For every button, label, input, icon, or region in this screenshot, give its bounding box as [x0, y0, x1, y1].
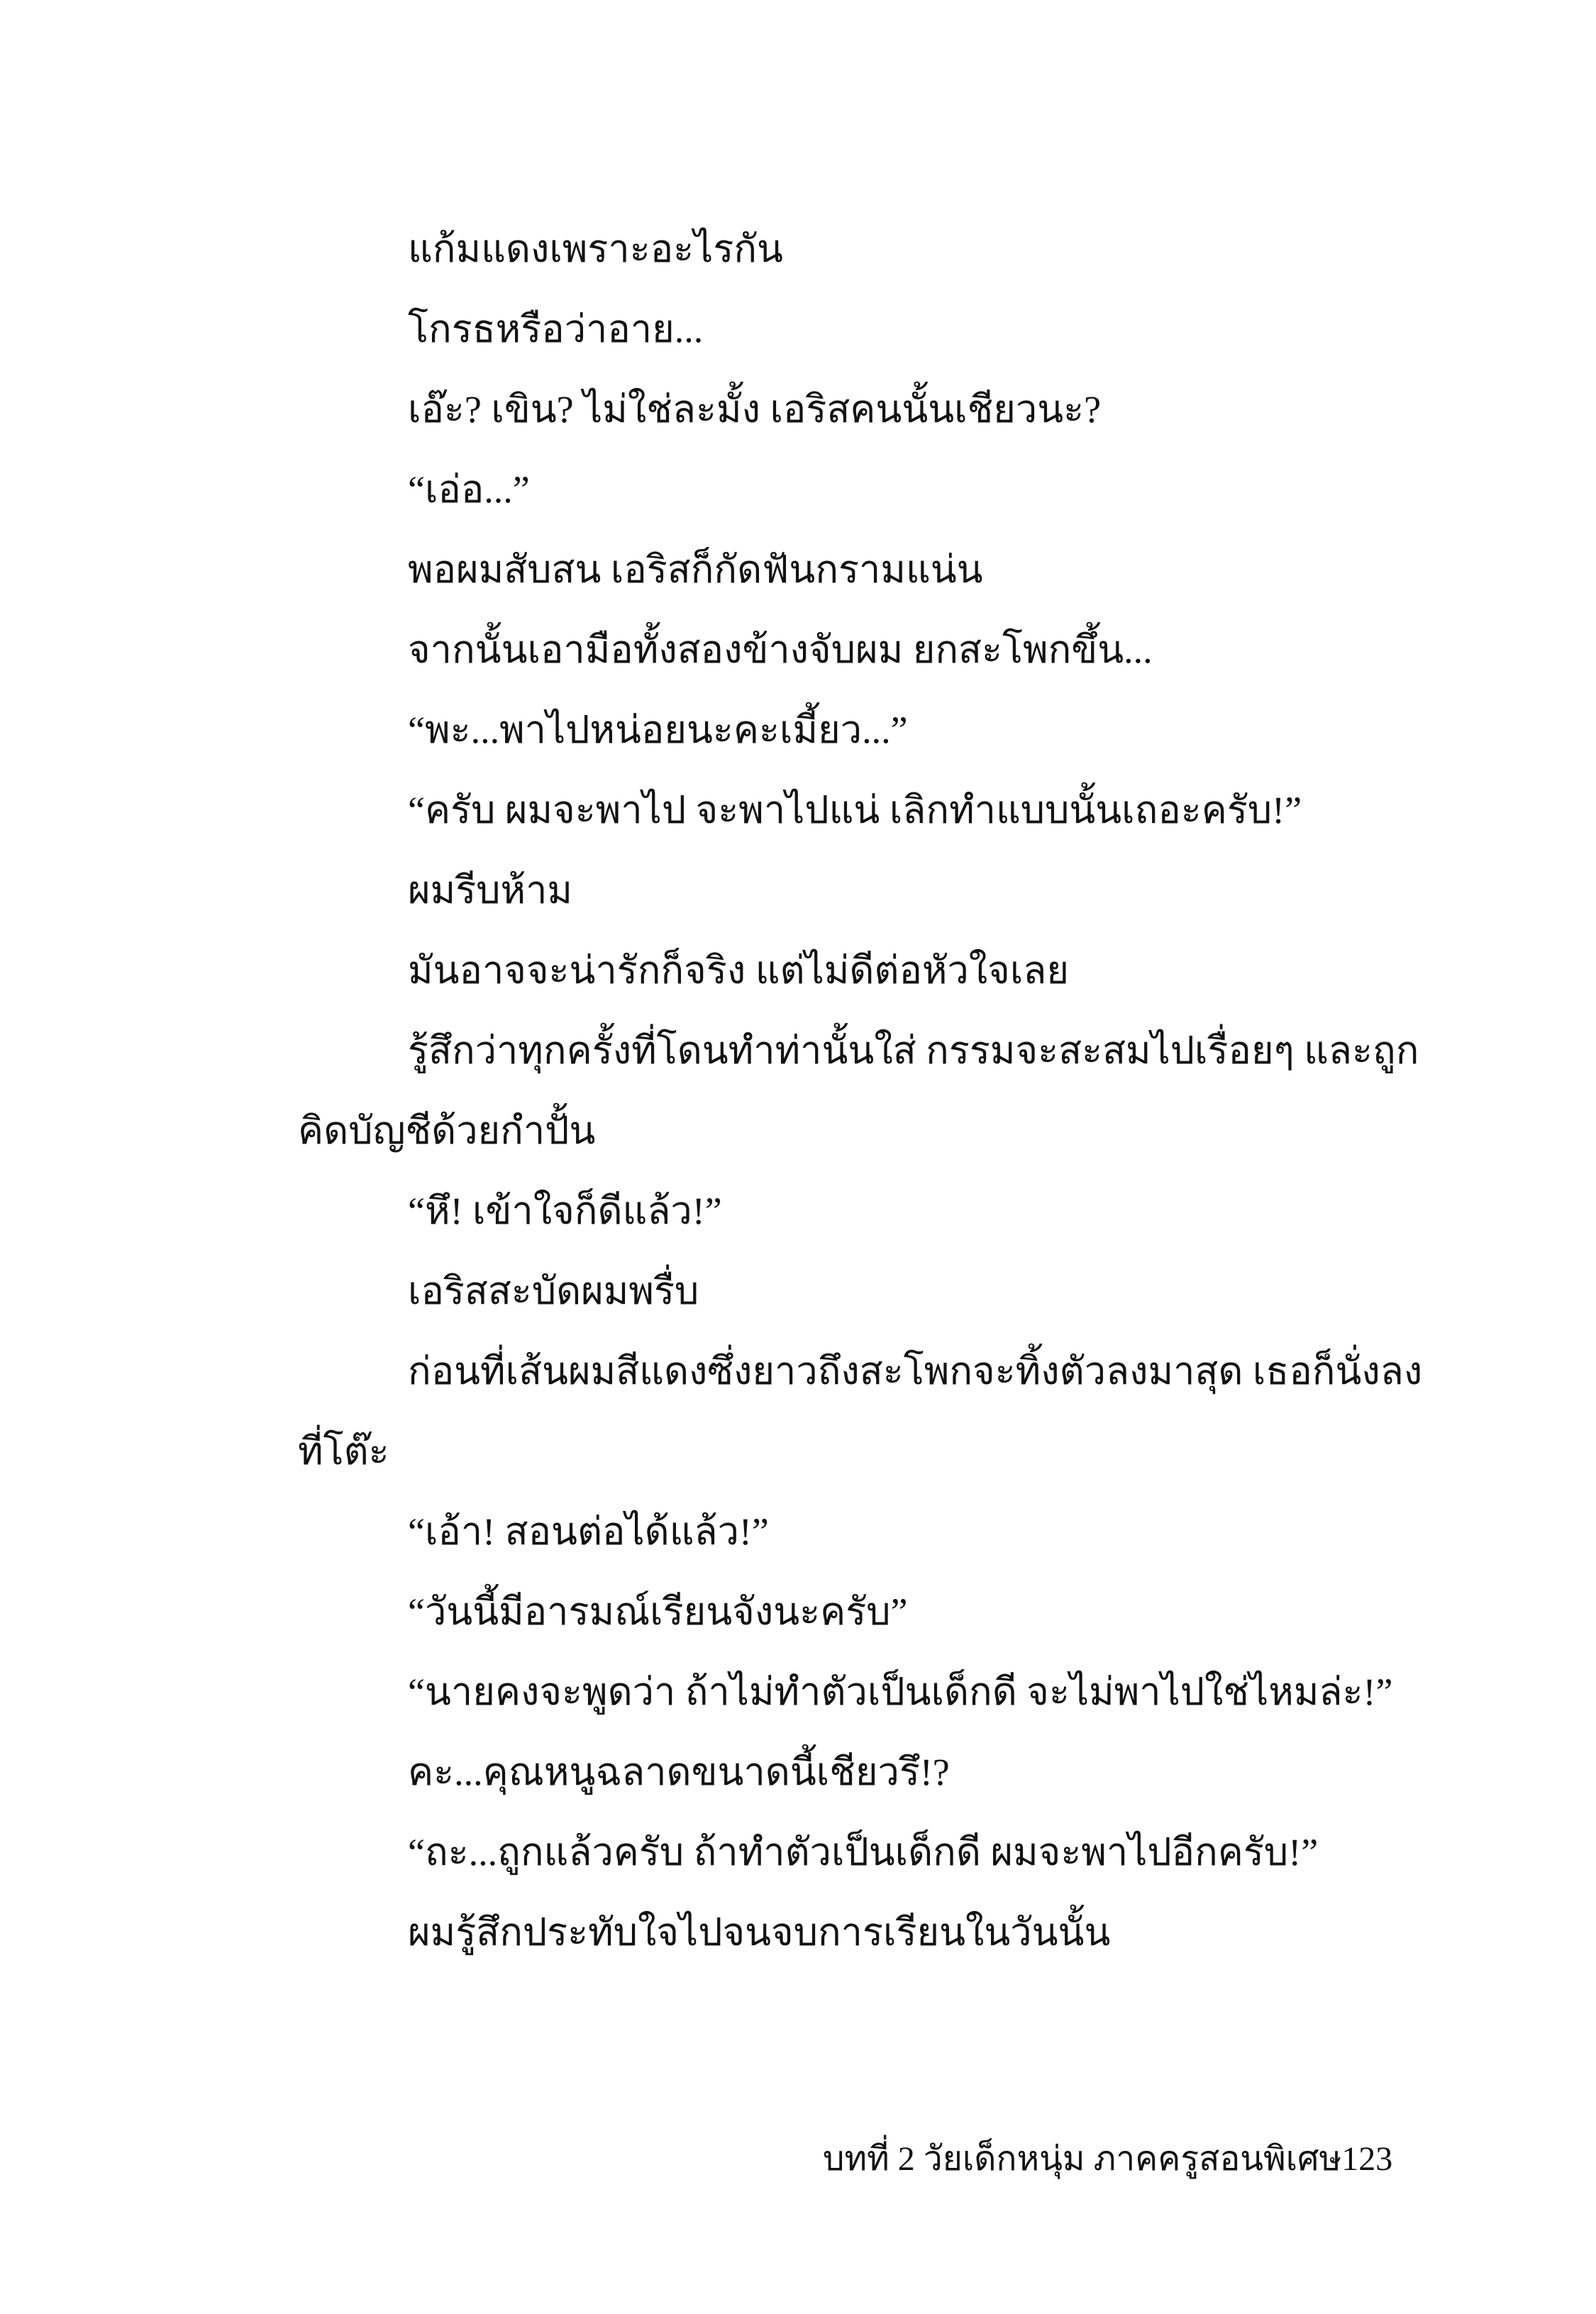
text-line: ก่อนที่เส้นผมสีแดงซึ่งยาวถึงสะโพกจะทิ้งตัวลงมาสุด เธอก็นั่งลง — [408, 1350, 1423, 1393]
text-line: คะ...คุณหนูฉลาดขนาดนี้เชียวรึ!? — [408, 1751, 950, 1793]
text-line: มันอาจจะน่ารักก็จริง แต่ไม่ดีต่อหัวใจเลย — [408, 949, 1070, 992]
text-line: “เอ่อ...” — [408, 468, 530, 511]
text-line: จากนั้นเอามือทั้งสองข้างจับผม ยกสะโพกขึ้น... — [408, 629, 1153, 671]
body-text-block — [298, 209, 1447, 1973]
footer-chapter-title: บทที่ 2 วัยเด็กหนุ่ม ภาคครูสอนพิเศษ — [823, 2140, 1342, 2178]
text-line: รู้สึกว่าทุกครั้งที่โดนทำท่านั้นใส่ กรรมจะสะสมไปเรื่อยๆ และถูก — [408, 1029, 1419, 1072]
page-footer — [823, 2132, 1392, 2186]
text-line: “พะ...พาไปหน่อยนะคะเมี้ยว...” — [408, 709, 908, 751]
text-line: เอริสสะบัดผมพรื่บ — [408, 1270, 699, 1312]
text-line: เอ๊ะ? เขิน? ไม่ใช่ละมั้ง เอริสคนนั้นเชียวนะ? — [408, 388, 1102, 431]
text-line: แก้มแดงเพราะอะไรกัน — [408, 228, 783, 270]
text-line: “ถะ...ถูกแล้วครับ ถ้าทำตัวเป็นเด็กดี ผมจะพาไปอีกครับ!” — [408, 1831, 1319, 1873]
text-line: ผมรีบห้าม — [408, 869, 573, 912]
text-line: ผมรู้สึกประทับใจไปจนจบการเรียนในวันนั้น — [408, 1911, 1111, 1954]
footer-page-number: 123 — [1341, 2140, 1393, 2178]
text-line: “ครับ ผมจะพาไป จะพาไปแน่ เลิกทำแบบนั้นเถอะครับ!” — [408, 789, 1302, 831]
text-line: พอผมสับสน เอริสก็กัดฟันกรามแน่น — [408, 548, 983, 591]
text-line-continuation: ที่โต๊ะ — [298, 1430, 389, 1473]
text-line: “เอ้า! สอนต่อได้แล้ว!” — [408, 1510, 769, 1553]
text-line-continuation: คิดบัญชีด้วยกำปั้น — [298, 1109, 596, 1152]
text-line: “หึ! เข้าใจก็ดีแล้ว!” — [408, 1190, 722, 1232]
text-line: “วันนี้มีอารมณ์เรียนจังนะครับ” — [408, 1590, 908, 1633]
text-line: โกรธหรือว่าอาย... — [408, 308, 704, 350]
text-line: “นายคงจะพูดว่า ถ้าไม่ทำตัวเป็นเด็กดี จะไม่พาไปใช่ไหมล่ะ!” — [408, 1671, 1393, 1713]
